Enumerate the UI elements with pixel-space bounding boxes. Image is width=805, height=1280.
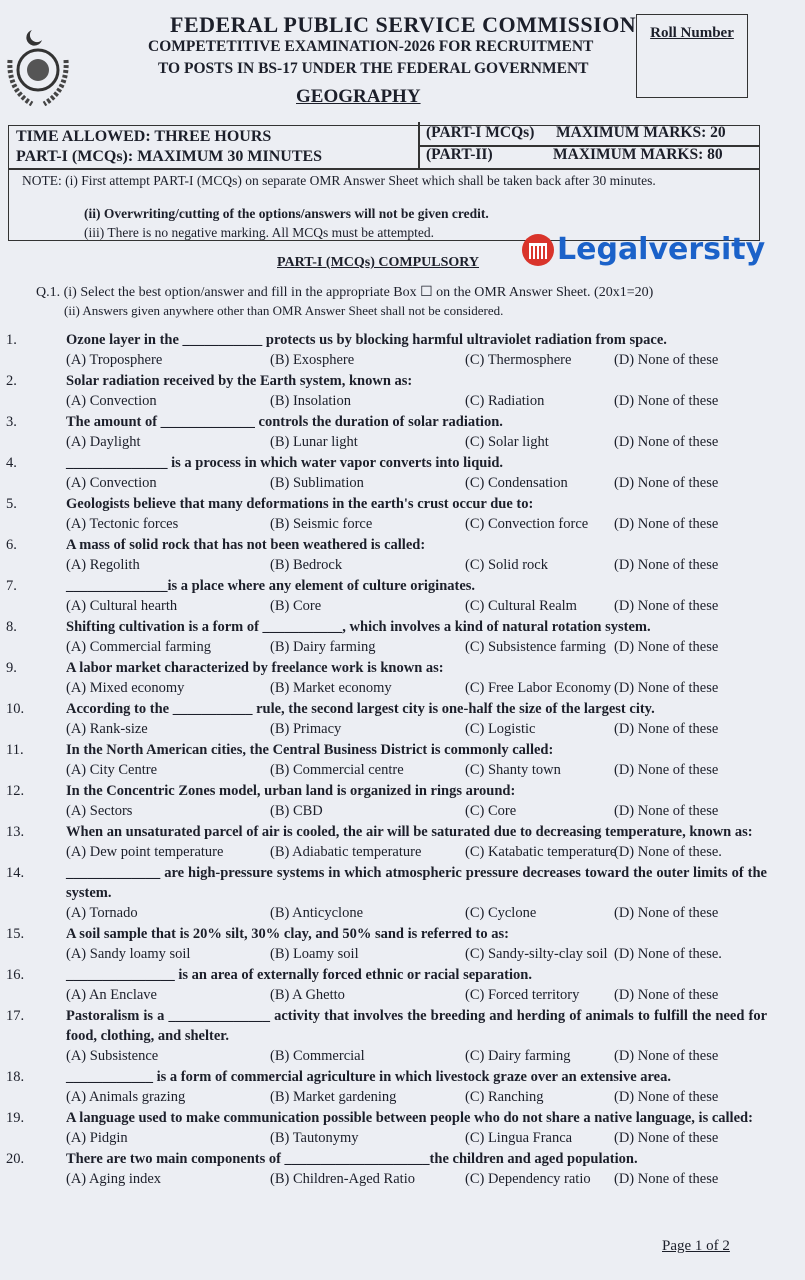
answer-option: (C) Dairy farming: [465, 1048, 571, 1064]
answer-option: (A) Dew point temperature: [66, 844, 224, 860]
question-number: 1.: [6, 332, 17, 348]
answer-option: (A) Troposphere: [66, 352, 163, 368]
answer-option: (C) Radiation: [465, 393, 545, 409]
answer-option: (C) Forced territory: [465, 987, 580, 1003]
answer-option: (C) Condensation: [465, 475, 568, 491]
options-row: [0, 842, 805, 862]
answer-option: (C) Shanty town: [465, 762, 561, 778]
answer-option: (A) Commercial farming: [66, 639, 211, 655]
answer-option: (B) Dairy farming: [270, 639, 376, 655]
answer-option: (B) Insolation: [270, 393, 351, 409]
options-row: [0, 596, 805, 616]
answer-option: (A) Tornado: [66, 905, 138, 921]
question-item: [0, 371, 805, 411]
answer-option: (D) None of these: [614, 434, 719, 450]
answer-option: (C) Logistic: [465, 721, 536, 737]
options-row: [0, 719, 805, 739]
part2-marks: MAXIMUM MARKS: 80: [553, 146, 723, 163]
answer-option: (B) A Ghetto: [270, 987, 345, 1003]
roll-number-box: [636, 14, 748, 98]
answer-option: (C) Solid rock: [465, 557, 548, 573]
question-stem: In the North American cities, the Central Business District is commonly called:: [66, 742, 554, 758]
question-stem: There are two main components of ____________________the children and aged population.: [66, 1151, 638, 1167]
answer-option: (A) Mixed economy: [66, 680, 185, 696]
answer-option: (C) Lingua Franca: [465, 1130, 573, 1146]
question-item: [0, 576, 805, 616]
legalversity-icon: [522, 234, 554, 266]
part1-marks: MAXIMUM MARKS: 20: [556, 124, 726, 141]
answer-option: (D) None of these.: [614, 844, 722, 860]
answer-option: (D) None of these: [614, 516, 719, 532]
question-stem: Shifting cultivation is a form of ___________, which involves a kind of natural rotation system.: [66, 619, 651, 635]
options-row: [0, 1046, 805, 1066]
question-item: [0, 1108, 805, 1148]
answer-option: (B) Commercial centre: [270, 762, 404, 778]
answer-option: (D) None of these: [614, 639, 719, 655]
question-stem: Ozone layer in the ___________ protects us by blocking harmful ultraviolet radiation from space.: [66, 332, 667, 348]
answer-option: (D) None of these: [614, 1089, 719, 1105]
watermark-text: Legalversity: [557, 232, 766, 267]
answer-option: (D) None of these: [614, 352, 719, 368]
question-stem: The amount of _____________ controls the duration of solar radiation.: [66, 414, 503, 430]
answer-option: (B) CBD: [270, 803, 323, 819]
options-row: [0, 1169, 805, 1189]
question-item: [0, 1006, 805, 1066]
answer-option: (C) Dependency ratio: [465, 1171, 591, 1187]
answer-option: (D) None of these: [614, 557, 719, 573]
question-number: 11.: [6, 742, 24, 758]
answer-option: (C) Katabatic temperature: [465, 844, 617, 860]
part2-label: (PART-II): [426, 146, 493, 163]
options-row: [0, 678, 805, 698]
answer-option: (A) Cultural hearth: [66, 598, 178, 614]
answer-option: (B) Market economy: [270, 680, 392, 696]
question-stem: ____________ is a form of commercial agriculture in which livestock graze over an extensive area.: [66, 1069, 671, 1085]
answer-option: (A) Convection: [66, 475, 157, 491]
page-number: Page 1 of 2: [662, 1238, 730, 1254]
answer-option: (C) Free Labor Economy: [465, 680, 612, 696]
answer-option: (B) Exosphere: [270, 352, 355, 368]
question-item: [0, 453, 805, 493]
answer-option: (D) None of these: [614, 905, 719, 921]
question-number: 9.: [6, 660, 17, 676]
question-number: 7.: [6, 578, 17, 594]
answer-option: (D) None of these: [614, 987, 719, 1003]
answer-option: (B) Sublimation: [270, 475, 364, 491]
subject-title: GEOGRAPHY: [296, 86, 421, 107]
options-row: [0, 801, 805, 821]
options-row: [0, 1087, 805, 1107]
question-stem: Geologists believe that many deformations in the earth's crust occur due to:: [66, 496, 534, 512]
watermark-logo: [522, 232, 765, 267]
options-row: [0, 637, 805, 657]
answer-option: (B) Primacy: [270, 721, 342, 737]
answer-option: (D) None of these: [614, 393, 719, 409]
answer-option: (D) None of these.: [614, 946, 722, 962]
question-item: [0, 1149, 805, 1189]
answer-option: (C) Cyclone: [465, 905, 537, 921]
answer-option: (B) Seismic force: [270, 516, 373, 532]
answer-option: (A) City Centre: [66, 762, 158, 778]
question-number: 20.: [6, 1151, 25, 1167]
answer-option: (D) None of these: [614, 1130, 719, 1146]
question-number: 14.: [6, 865, 25, 881]
question-item: [0, 699, 805, 739]
options-row: [0, 432, 805, 452]
options-row: [0, 903, 805, 923]
part1-label: (PART-I MCQs): [426, 124, 535, 141]
answer-option: (D) None of these: [614, 721, 719, 737]
question-number: 3.: [6, 414, 17, 430]
options-row: [0, 555, 805, 575]
answer-option: (C) Subsistence farming: [465, 639, 606, 655]
answer-option: (D) None of these: [614, 475, 719, 491]
answer-option: (B) Lunar light: [270, 434, 358, 450]
exam-subtitle: TO POSTS IN BS-17 UNDER THE FEDERAL GOVERNMENT: [158, 60, 589, 77]
answer-option: (B) Children-Aged Ratio: [270, 1171, 415, 1187]
answer-option: (C) Solar light: [465, 434, 549, 450]
fpsc-emblem-icon: [2, 20, 74, 112]
answer-option: (B) Tautonymy: [270, 1130, 359, 1146]
question-number: 16.: [6, 967, 25, 983]
question-item: [0, 740, 805, 780]
answer-option: (A) An Enclave: [66, 987, 157, 1003]
answer-option: (A) Subsistence: [66, 1048, 159, 1064]
answer-option: (B) Anticyclone: [270, 905, 364, 921]
answer-option: (D) None of these: [614, 803, 719, 819]
answer-option: (B) Bedrock: [270, 557, 343, 573]
answer-option: (A) Pidgin: [66, 1130, 128, 1146]
answer-option: (C) Core: [465, 803, 517, 819]
question-stem: ______________ is a process in which water vapor converts into liquid.: [66, 455, 504, 471]
question-item: [0, 1067, 805, 1107]
note-1: NOTE: (i) First attempt PART-I (MCQs) on separate OMR Answer Sheet which shall be taken back after 30 minutes.: [22, 173, 656, 188]
question-number: 17.: [6, 1008, 25, 1024]
question-item: [0, 924, 805, 964]
question-number: 18.: [6, 1069, 25, 1085]
exam-title: COMPETETITIVE EXAMINATION-2026 FOR RECRUITMENT: [148, 38, 594, 55]
answer-option: (D) None of these: [614, 762, 719, 778]
question-stem: In the Concentric Zones model, urban land is organized in rings around:: [66, 783, 516, 799]
question-item: [0, 617, 805, 657]
note-2: (ii) Overwriting/cutting of the options/answers will not be given credit.: [84, 206, 489, 221]
answer-option: (D) None of these: [614, 680, 719, 696]
answer-option: (C) Ranching: [465, 1089, 544, 1105]
answer-option: (B) Commercial: [270, 1048, 365, 1064]
answer-option: (C) Thermosphere: [465, 352, 572, 368]
question-number: 15.: [6, 926, 25, 942]
answer-option: (C) Convection force: [465, 516, 589, 532]
question-number: 12.: [6, 783, 25, 799]
answer-option: (A) Sandy loamy soil: [66, 946, 191, 962]
question-number: 13.: [6, 824, 25, 840]
answer-option: (A) Regolith: [66, 557, 140, 573]
question-stem: _____________ are high-pressure systems in which atmospheric pressure decreases toward the outer limits of the system.: [66, 865, 767, 901]
question-number: 6.: [6, 537, 17, 553]
answer-option: (C) Sandy-silty-clay soil: [465, 946, 608, 962]
question-number: 4.: [6, 455, 17, 471]
answer-option: (B) Loamy soil: [270, 946, 359, 962]
options-row: [0, 350, 805, 370]
divider: [8, 168, 760, 170]
roll-number-label: Roll Number: [650, 25, 734, 41]
answer-option: (B) Market gardening: [270, 1089, 397, 1105]
answer-option: (A) Rank-size: [66, 721, 148, 737]
options-row: [0, 391, 805, 411]
question-list: [0, 330, 805, 1190]
question-item: [0, 822, 805, 862]
options-row: [0, 985, 805, 1005]
q1-instruction: Q.1. (i) Select the best option/answer and fill in the appropriate Box ☐ on the OMR Answer Sheet. (20x1=20): [36, 285, 654, 300]
question-number: 8.: [6, 619, 17, 635]
section-heading: PART-I (MCQs) COMPULSORY: [277, 255, 480, 270]
question-stem: ______________is a place where any element of culture originates.: [66, 578, 476, 594]
options-row: [0, 514, 805, 534]
mcq-time: PART-I (MCQs): MAXIMUM 30 MINUTES: [16, 148, 323, 165]
answer-option: (A) Animals grazing: [66, 1089, 186, 1105]
question-stem: A language used to make communication possible between people who do not share a native language, is called:: [66, 1110, 753, 1126]
question-item: [0, 781, 805, 821]
q1-instruction-2: (ii) Answers given anywhere other than OMR Answer Sheet shall not be considered.: [64, 303, 504, 318]
answer-option: (A) Tectonic forces: [66, 516, 179, 532]
options-row: [0, 944, 805, 964]
options-row: [0, 473, 805, 493]
org-title: FEDERAL PUBLIC SERVICE COMMISSION: [170, 12, 637, 37]
question-item: [0, 658, 805, 698]
question-item: [0, 412, 805, 452]
question-item: [0, 494, 805, 534]
question-number: 2.: [6, 373, 17, 389]
answer-option: (D) None of these: [614, 598, 719, 614]
answer-option: (A) Daylight: [66, 434, 141, 450]
time-allowed: TIME ALLOWED: THREE HOURS: [16, 128, 272, 145]
options-row: [0, 760, 805, 780]
answer-option: (A) Sectors: [66, 803, 133, 819]
question-stem: Solar radiation received by the Earth system, known as:: [66, 373, 413, 389]
question-stem: When an unsaturated parcel of air is cooled, the air will be saturated due to decreasing temperature, known as:: [66, 824, 753, 840]
question-item: [0, 863, 805, 923]
answer-option: (D) None of these: [614, 1171, 719, 1187]
options-row: [0, 1128, 805, 1148]
question-stem: A soil sample that is 20% silt, 30% clay, and 50% sand is referred to as:: [66, 926, 509, 942]
question-stem: Pastoralism is a ______________ activity that involves the breeding and herding of animals to fulfill the need for food, clothing, and shelter.: [66, 1008, 767, 1044]
answer-option: (B) Adiabatic temperature: [270, 844, 422, 860]
question-number: 19.: [6, 1110, 25, 1126]
answer-option: (C) Cultural Realm: [465, 598, 577, 614]
question-stem: According to the ___________ rule, the second largest city is one-half the size of the largest city.: [66, 701, 655, 717]
question-stem: A mass of solid rock that has not been weathered is called:: [66, 537, 426, 553]
question-item: [0, 965, 805, 1005]
question-item: [0, 330, 805, 370]
note-3: (iii) There is no negative marking. All MCQs must be attempted.: [84, 225, 434, 240]
question-stem: A labor market characterized by freelance work is known as:: [66, 660, 444, 676]
question-number: 5.: [6, 496, 17, 512]
question-item: [0, 535, 805, 575]
question-number: 10.: [6, 701, 25, 717]
answer-option: (A) Aging index: [66, 1171, 162, 1187]
question-stem: _______________ is an area of externally forced ethnic or racial separation.: [66, 967, 532, 983]
answer-option: (A) Convection: [66, 393, 157, 409]
answer-option: (D) None of these: [614, 1048, 719, 1064]
answer-option: (B) Core: [270, 598, 322, 614]
